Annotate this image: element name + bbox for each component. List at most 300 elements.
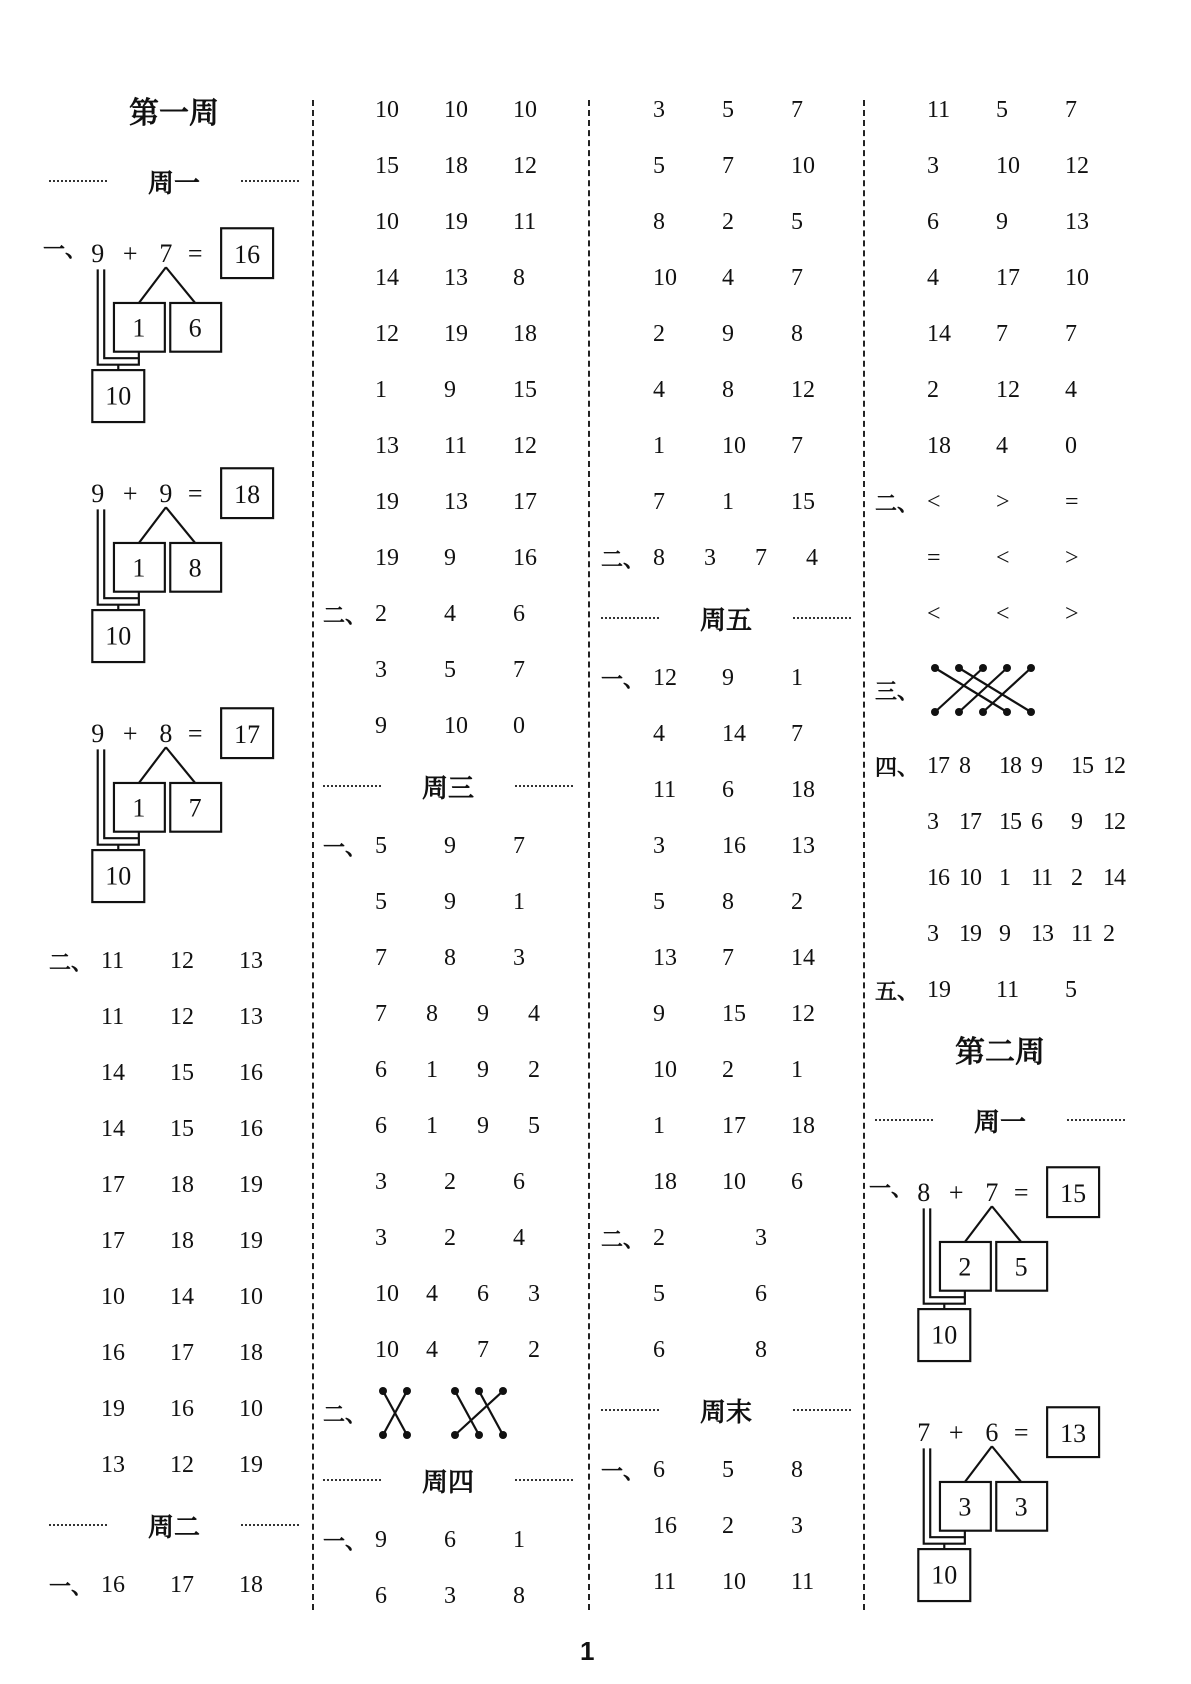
answer-row [323,474,573,530]
answer-value: 6 [653,1336,665,1363]
addend-a: 9 [91,718,105,748]
answer-value: < [927,600,941,627]
answer-value: 16 [239,1059,263,1086]
answer-value: 9 [1031,752,1042,779]
answer-value: 7 [653,488,665,515]
answer-value: 1 [513,888,525,915]
answer-value: 6 [927,208,939,235]
answer-value: 4 [1065,376,1077,403]
answer-value: = [927,544,941,571]
answer-value: = [1065,488,1079,515]
answer-cells [375,377,582,404]
answer-value: 13 [791,832,815,859]
answer-value: > [1065,600,1079,627]
answer-column-1 [43,79,299,1613]
answer-cells [927,809,1143,836]
match-line [935,668,983,712]
answer-row [49,1557,299,1613]
answer-cells [653,321,860,348]
answer-value: 9 [722,320,734,347]
match-dot [451,1431,459,1439]
column-divider [588,100,590,1610]
matching-answer [323,1378,573,1448]
answer-value: 12 [170,947,194,974]
answer-value: 18 [234,479,261,509]
answer-value: 4 [426,1280,438,1307]
split-value: 5 [1014,1252,1028,1282]
answer-value: 18 [791,776,815,803]
answer-row [323,1154,573,1210]
answer-row [601,1554,851,1610]
answer-value: 12 [996,376,1020,403]
answer-value: 19 [239,1227,263,1254]
answer-cells [101,1060,308,1087]
answer-value: 10 [375,96,399,123]
answer-value: 17 [513,488,537,515]
answer-row [875,474,1125,530]
answer-value: 19 [239,1171,263,1198]
answer-cells [101,1172,308,1199]
answer-row [601,1442,851,1498]
answer-value: 11 [791,1568,815,1595]
answer-cells [375,713,582,740]
answer-value: < [996,544,1010,571]
answer-cells [927,489,1134,516]
answer-value: 2 [722,1512,734,1539]
answer-value: 5 [528,1112,540,1139]
make-ten-diagram [49,693,299,933]
answer-value: 9 [444,832,456,859]
answer-row [601,82,851,138]
answer-value: 0 [1065,432,1077,459]
answer-cells [653,1281,857,1308]
answer-value: 17 [101,1171,125,1198]
answer-value: 12 [1065,152,1089,179]
answer-value: 10 [375,1280,399,1307]
answer-row [601,530,851,586]
day-label: 周末 [699,1397,752,1428]
answer-value: 8 [513,264,525,291]
answer-value: 3 [791,1512,803,1539]
answer-cells [375,321,582,348]
answer-cells [653,777,860,804]
answer-cells [653,1057,860,1084]
match-dot [499,1387,507,1395]
answer-value: 11 [1031,864,1053,891]
answer-value: 12 [375,320,399,347]
answer-cells [101,1572,308,1599]
answer-row [601,306,851,362]
answer-value: 14 [927,320,951,347]
dotted-line [323,785,381,787]
answer-value: 5 [375,832,387,859]
answer-value: 2 [722,208,734,235]
answer-cells [101,1396,308,1423]
dotted-line [793,1409,851,1411]
answer-value: 9 [477,1112,489,1139]
plus-sign: + [948,1417,964,1447]
make-ten-diagram [875,1392,1125,1632]
answer-value: 4 [927,264,939,291]
answer-value: 12 [170,1451,194,1478]
answer-cells [375,545,582,572]
day-label: 周二 [147,1512,200,1543]
match-line [959,668,1007,712]
addend-b: 7 [159,238,173,268]
answer-cells [653,377,860,404]
answer-row [323,1266,573,1322]
addend-a: 7 [917,1417,931,1447]
answer-row [875,306,1125,362]
matching-lines-diagram [375,1385,553,1441]
plus-sign: + [948,1177,964,1207]
answer-cells [101,1116,308,1143]
answer-value: 5 [653,1280,665,1307]
match-dot [955,708,963,716]
answer-row [323,418,573,474]
answer-column-3 [601,82,851,1610]
split-value: 7 [188,793,202,823]
page-number: 1 [580,1636,595,1666]
answer-value: 19 [444,208,468,235]
answer-value: 5 [653,152,665,179]
answer-value: 10 [375,1336,399,1363]
answer-value: 10 [444,712,468,739]
ten-value: 10 [105,381,132,411]
answer-value: 10 [653,1056,677,1083]
split-lines [965,1206,1021,1242]
answer-value: 10 [722,432,746,459]
answer-value: 9 [444,376,456,403]
dotted-line [875,1119,933,1121]
answer-value: 15 [999,808,1021,835]
answer-row [323,1512,573,1568]
match-dot [475,1431,483,1439]
answer-value: 7 [513,832,525,859]
day-heading [601,1378,851,1442]
answer-row [601,874,851,930]
addend-a: 8 [917,1177,931,1207]
answer-value: 11 [996,976,1020,1003]
answer-value: 7 [791,720,803,747]
split-lines [139,267,195,303]
answer-row [323,986,573,1042]
answer-value: 6 [513,1168,525,1195]
match-line [455,1391,503,1435]
answer-row [323,530,573,586]
answer-value: 1 [722,488,734,515]
answer-value: 9 [477,1056,489,1083]
answer-cells [927,209,1134,236]
answer-value: 9 [722,664,734,691]
answer-value: 3 [444,1582,456,1609]
answer-row [875,794,1125,850]
question-number: 一、 [323,1529,368,1555]
answer-row [323,818,573,874]
answer-value: 10 [239,1395,263,1422]
answer-value: 5 [722,96,734,123]
answer-cells [375,433,582,460]
answer-cells [653,97,860,124]
answer-value: 13 [1060,1418,1087,1448]
answer-cells [375,833,582,860]
addend-b: 9 [159,478,173,508]
answer-value: 9 [1071,808,1082,835]
answer-value: 17 [722,1112,746,1139]
day-label: 周三 [421,773,474,804]
answer-value: 11 [101,947,125,974]
plus-sign: + [122,478,138,508]
matching-answer [875,642,1125,738]
day-label: 周一 [147,168,200,199]
answer-value: 9 [996,208,1008,235]
question-number: 二、 [601,547,646,573]
answer-row [875,362,1125,418]
answer-cells [653,1457,860,1484]
answer-value: 8 [755,1336,767,1363]
answer-value: 6 [375,1582,387,1609]
answer-value: 3 [653,96,665,123]
dotted-line [49,180,107,182]
answer-value: 7 [1065,96,1077,123]
answer-value: 3 [375,656,387,683]
question-number: 三、 [875,679,920,705]
answer-value: 3 [513,944,525,971]
answer-value: 3 [704,544,716,571]
answer-value: 1 [653,1112,665,1139]
answer-cells [653,889,860,916]
answer-row [601,138,851,194]
answer-row [601,418,851,474]
answer-value: 0 [513,712,525,739]
answer-cells [375,153,582,180]
answer-cells [653,545,857,572]
answer-value: 1 [375,376,387,403]
answer-row [323,930,573,986]
day-heading [601,586,851,650]
answer-cells [375,97,582,124]
answer-value: 13 [239,947,263,974]
answer-value: 16 [170,1395,194,1422]
answer-value: 1 [426,1112,438,1139]
answer-value: 11 [444,432,468,459]
answer-value: 12 [791,376,815,403]
answer-value: 10 [791,152,815,179]
answer-cells [653,209,860,236]
answer-value: 2 [528,1336,540,1363]
question-number: 一、 [869,1177,914,1202]
make-ten-diagram [869,1152,1125,1392]
answer-value: 1 [426,1056,438,1083]
answer-cells [375,1337,579,1364]
answer-value: 16 [653,1512,677,1539]
answer-cells [653,1225,857,1252]
answer-value: 4 [653,376,665,403]
answer-row [323,698,573,754]
answer-cells [653,1001,860,1028]
day-heading [49,149,299,213]
answer-value: 5 [996,96,1008,123]
answer-cells [375,601,582,628]
diagram-figure [49,213,298,446]
answer-column-2 [323,82,573,1624]
answer-value: 6 [477,1280,489,1307]
answer-row [601,1266,851,1322]
answer-value: 10 [375,208,399,235]
answer-value: 4 [996,432,1008,459]
addend-b: 8 [159,718,173,748]
answer-value: 3 [927,152,939,179]
answer-value: 1 [791,1056,803,1083]
answer-value: 11 [653,776,677,803]
match-dot [931,664,939,672]
answer-value: 6 [1031,808,1042,835]
answer-value: 2 [927,376,939,403]
answer-value: 2 [1071,864,1082,891]
match-dot [403,1387,411,1395]
answer-cells [375,1281,579,1308]
answer-value: 7 [722,944,734,971]
answer-value: 9 [999,920,1010,947]
answer-value: 16 [239,1115,263,1142]
answer-cells [653,1337,857,1364]
answer-value: 3 [755,1224,767,1251]
answer-value: 13 [653,944,677,971]
answer-value: 16 [101,1339,125,1366]
answer-value: 5 [791,208,803,235]
answer-value: 2 [375,600,387,627]
answer-value: 2 [653,1224,665,1251]
answer-value: 11 [1071,920,1093,947]
match-dot [379,1387,387,1395]
answer-value: 8 [513,1582,525,1609]
answer-row [323,306,573,362]
answer-cells [927,321,1134,348]
answer-value: 12 [170,1003,194,1030]
answer-cells [375,265,582,292]
answer-value: 6 [444,1526,456,1553]
dotted-line [49,1524,107,1526]
split-value: 1 [132,313,146,343]
dotted-line [323,1479,381,1481]
answer-row [601,650,851,706]
addend-b: 6 [985,1417,999,1447]
day-heading [323,1448,573,1512]
answer-value: 17 [959,808,981,835]
answer-value: 18 [513,320,537,347]
answer-cells [927,921,1143,948]
answer-value: 6 [791,1168,803,1195]
answer-value: 2 [528,1056,540,1083]
answer-value: 19 [375,488,399,515]
answer-row [601,1210,851,1266]
answer-value: 9 [375,1526,387,1553]
answer-cells [927,433,1134,460]
plus-sign: + [122,238,138,268]
answer-cells [101,1228,308,1255]
split-value: 6 [188,313,202,343]
answer-value: 9 [444,888,456,915]
question-number: 四、 [875,755,920,781]
split-lines [139,747,195,783]
answer-row [49,1045,299,1101]
answer-value: 13 [444,488,468,515]
answer-value: 12 [1103,752,1125,779]
split-lines [139,507,195,543]
answer-value: 15 [722,1000,746,1027]
dotted-line [601,1409,659,1411]
answer-row [49,1437,299,1493]
answer-value: 2 [791,888,803,915]
match-dot [1027,708,1035,716]
ten-value: 10 [931,1320,958,1350]
answer-row [875,418,1125,474]
question-number: 一、 [601,667,646,693]
answer-cells [375,489,582,516]
answer-row [49,1325,299,1381]
answer-row [601,762,851,818]
answer-value: 13 [375,432,399,459]
answer-row [601,930,851,986]
answer-value: 19 [239,1451,263,1478]
answer-value: 2 [653,320,665,347]
answer-value: < [927,488,941,515]
answer-row [601,986,851,1042]
split-value: 1 [132,553,146,583]
answer-value: 18 [239,1339,263,1366]
answer-row [49,1157,299,1213]
answer-row [323,250,573,306]
answer-value: 7 [375,1000,387,1027]
question-number: 一、 [323,835,368,861]
ten-value: 10 [931,1560,958,1590]
answer-value: 10 [513,96,537,123]
answer-value: 8 [791,1456,803,1483]
match-line [479,1391,503,1435]
match-dot [475,1387,483,1395]
answer-value: 4 [653,720,665,747]
answer-value: 6 [755,1280,767,1307]
answer-cells [653,153,860,180]
answer-row [323,1210,573,1266]
answer-cells [375,1001,579,1028]
answer-row [601,1322,851,1378]
answer-row [323,1098,573,1154]
match-dot [451,1387,459,1395]
answer-value: 4 [528,1000,540,1027]
answer-value: 15 [513,376,537,403]
answer-cells [653,489,860,516]
answer-row [601,1154,851,1210]
answer-value: 7 [996,320,1008,347]
equals-sign: = [1013,1417,1029,1447]
split-value: 1 [132,793,146,823]
answer-value: 8 [959,752,970,779]
answer-value: 4 [426,1336,438,1363]
answer-value: 12 [513,432,537,459]
answer-value: 18 [791,1112,815,1139]
answer-cells [375,657,582,684]
answer-value: 8 [444,944,456,971]
answer-cells [375,209,582,236]
answer-value: 9 [653,1000,665,1027]
match-line [455,1391,479,1435]
answer-value: 16 [234,239,261,269]
question-number: 一、 [601,1459,646,1485]
answer-value: 6 [375,1112,387,1139]
answer-value: 10 [444,96,468,123]
answer-row [601,818,851,874]
